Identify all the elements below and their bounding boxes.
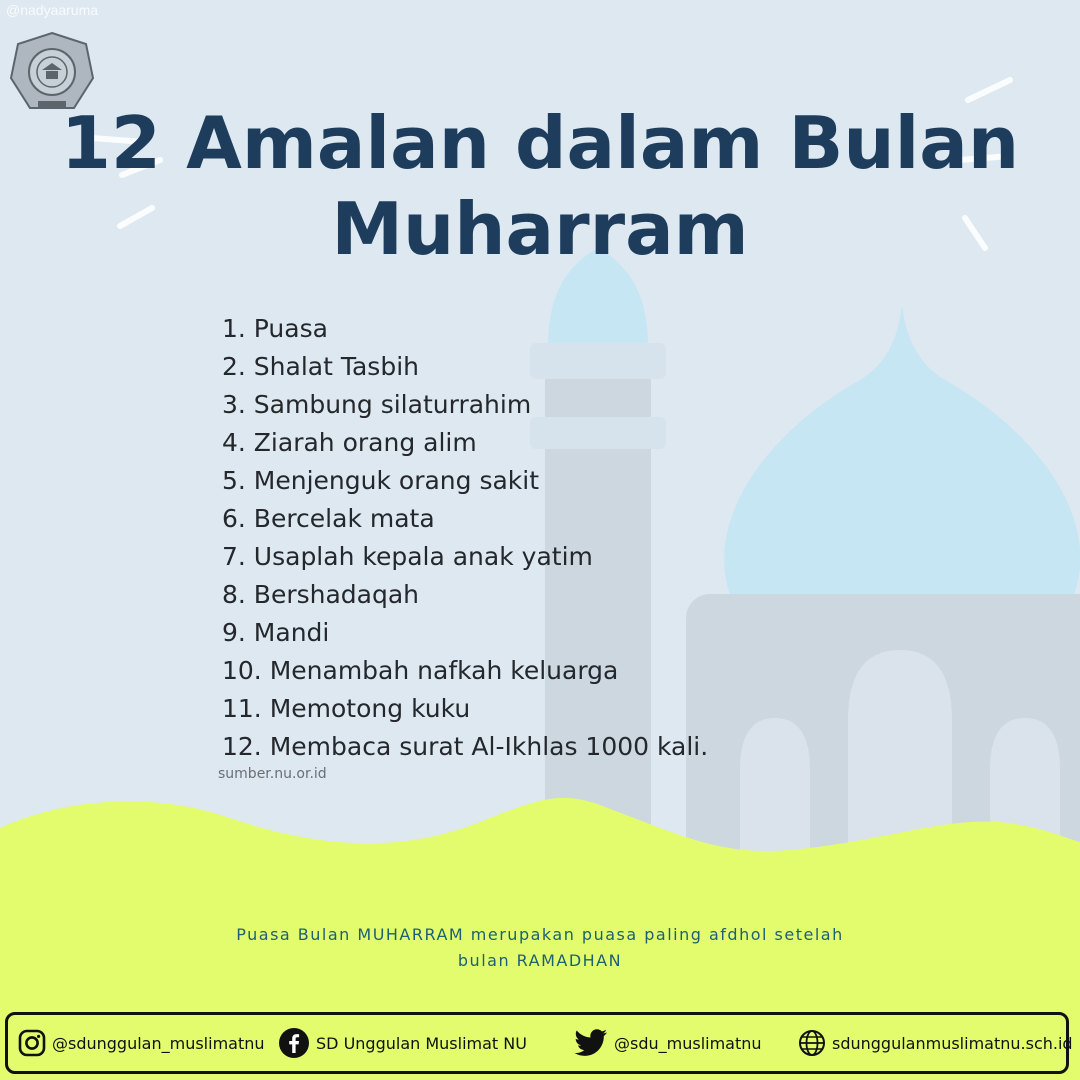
twitter-link[interactable] <box>574 1015 762 1071</box>
globe-icon <box>798 1029 826 1057</box>
list-item: 3. Sambung silaturrahim <box>222 390 532 419</box>
list-item: 9. Mandi <box>222 618 330 647</box>
twitter-label: @sdu_muslimatnu <box>614 1033 762 1053</box>
source-citation: sumber.nu.or.id <box>218 766 327 782</box>
instagram-label: @sdunggulan_muslimatnu <box>52 1033 265 1053</box>
amalan-list <box>222 310 708 766</box>
facebook-link[interactable] <box>278 1015 527 1071</box>
list-item: 11. Memotong kuku <box>222 694 471 723</box>
quote-text <box>140 922 940 974</box>
list-item: 10. Menambah nafkah keluarga <box>222 656 619 685</box>
instagram-link[interactable] <box>18 1015 265 1071</box>
list-item: 12. Membaca surat Al-Ikhlas 1000 kali. <box>222 732 709 761</box>
instagram-icon <box>18 1029 46 1057</box>
list-item: 2. Shalat Tasbih <box>222 352 419 381</box>
facebook-icon <box>278 1027 310 1059</box>
title-line-2: Muharram <box>331 187 749 271</box>
quote-line-2: bulan RAMADHAN <box>457 951 623 970</box>
website-link[interactable] <box>798 1015 1073 1071</box>
social-footer <box>5 1012 1073 1074</box>
list-item: 6. Bercelak mata <box>222 504 435 533</box>
facebook-label: SD Unggulan Muslimat NU <box>316 1033 527 1053</box>
twitter-icon <box>574 1029 608 1057</box>
list-item: 8. Bershadaqah <box>222 580 420 609</box>
website-label: sdunggulanmuslimatnu.sch.id <box>832 1033 1073 1053</box>
page-title <box>0 100 1080 272</box>
list-item: 5. Menjenguk orang sakit <box>222 466 540 495</box>
watermark: @nadyaaruma <box>6 2 99 18</box>
title-line-1: 12 Amalan dalam Bulan <box>60 101 1020 185</box>
list-item: 4. Ziarah orang alim <box>222 428 477 457</box>
list-item: 1. Puasa <box>222 314 328 343</box>
quote-line-1: Puasa Bulan MUHARRAM merupakan puasa paling afdhol setelah <box>236 925 844 944</box>
list-item: 7. Usaplah kepala anak yatim <box>222 542 593 571</box>
